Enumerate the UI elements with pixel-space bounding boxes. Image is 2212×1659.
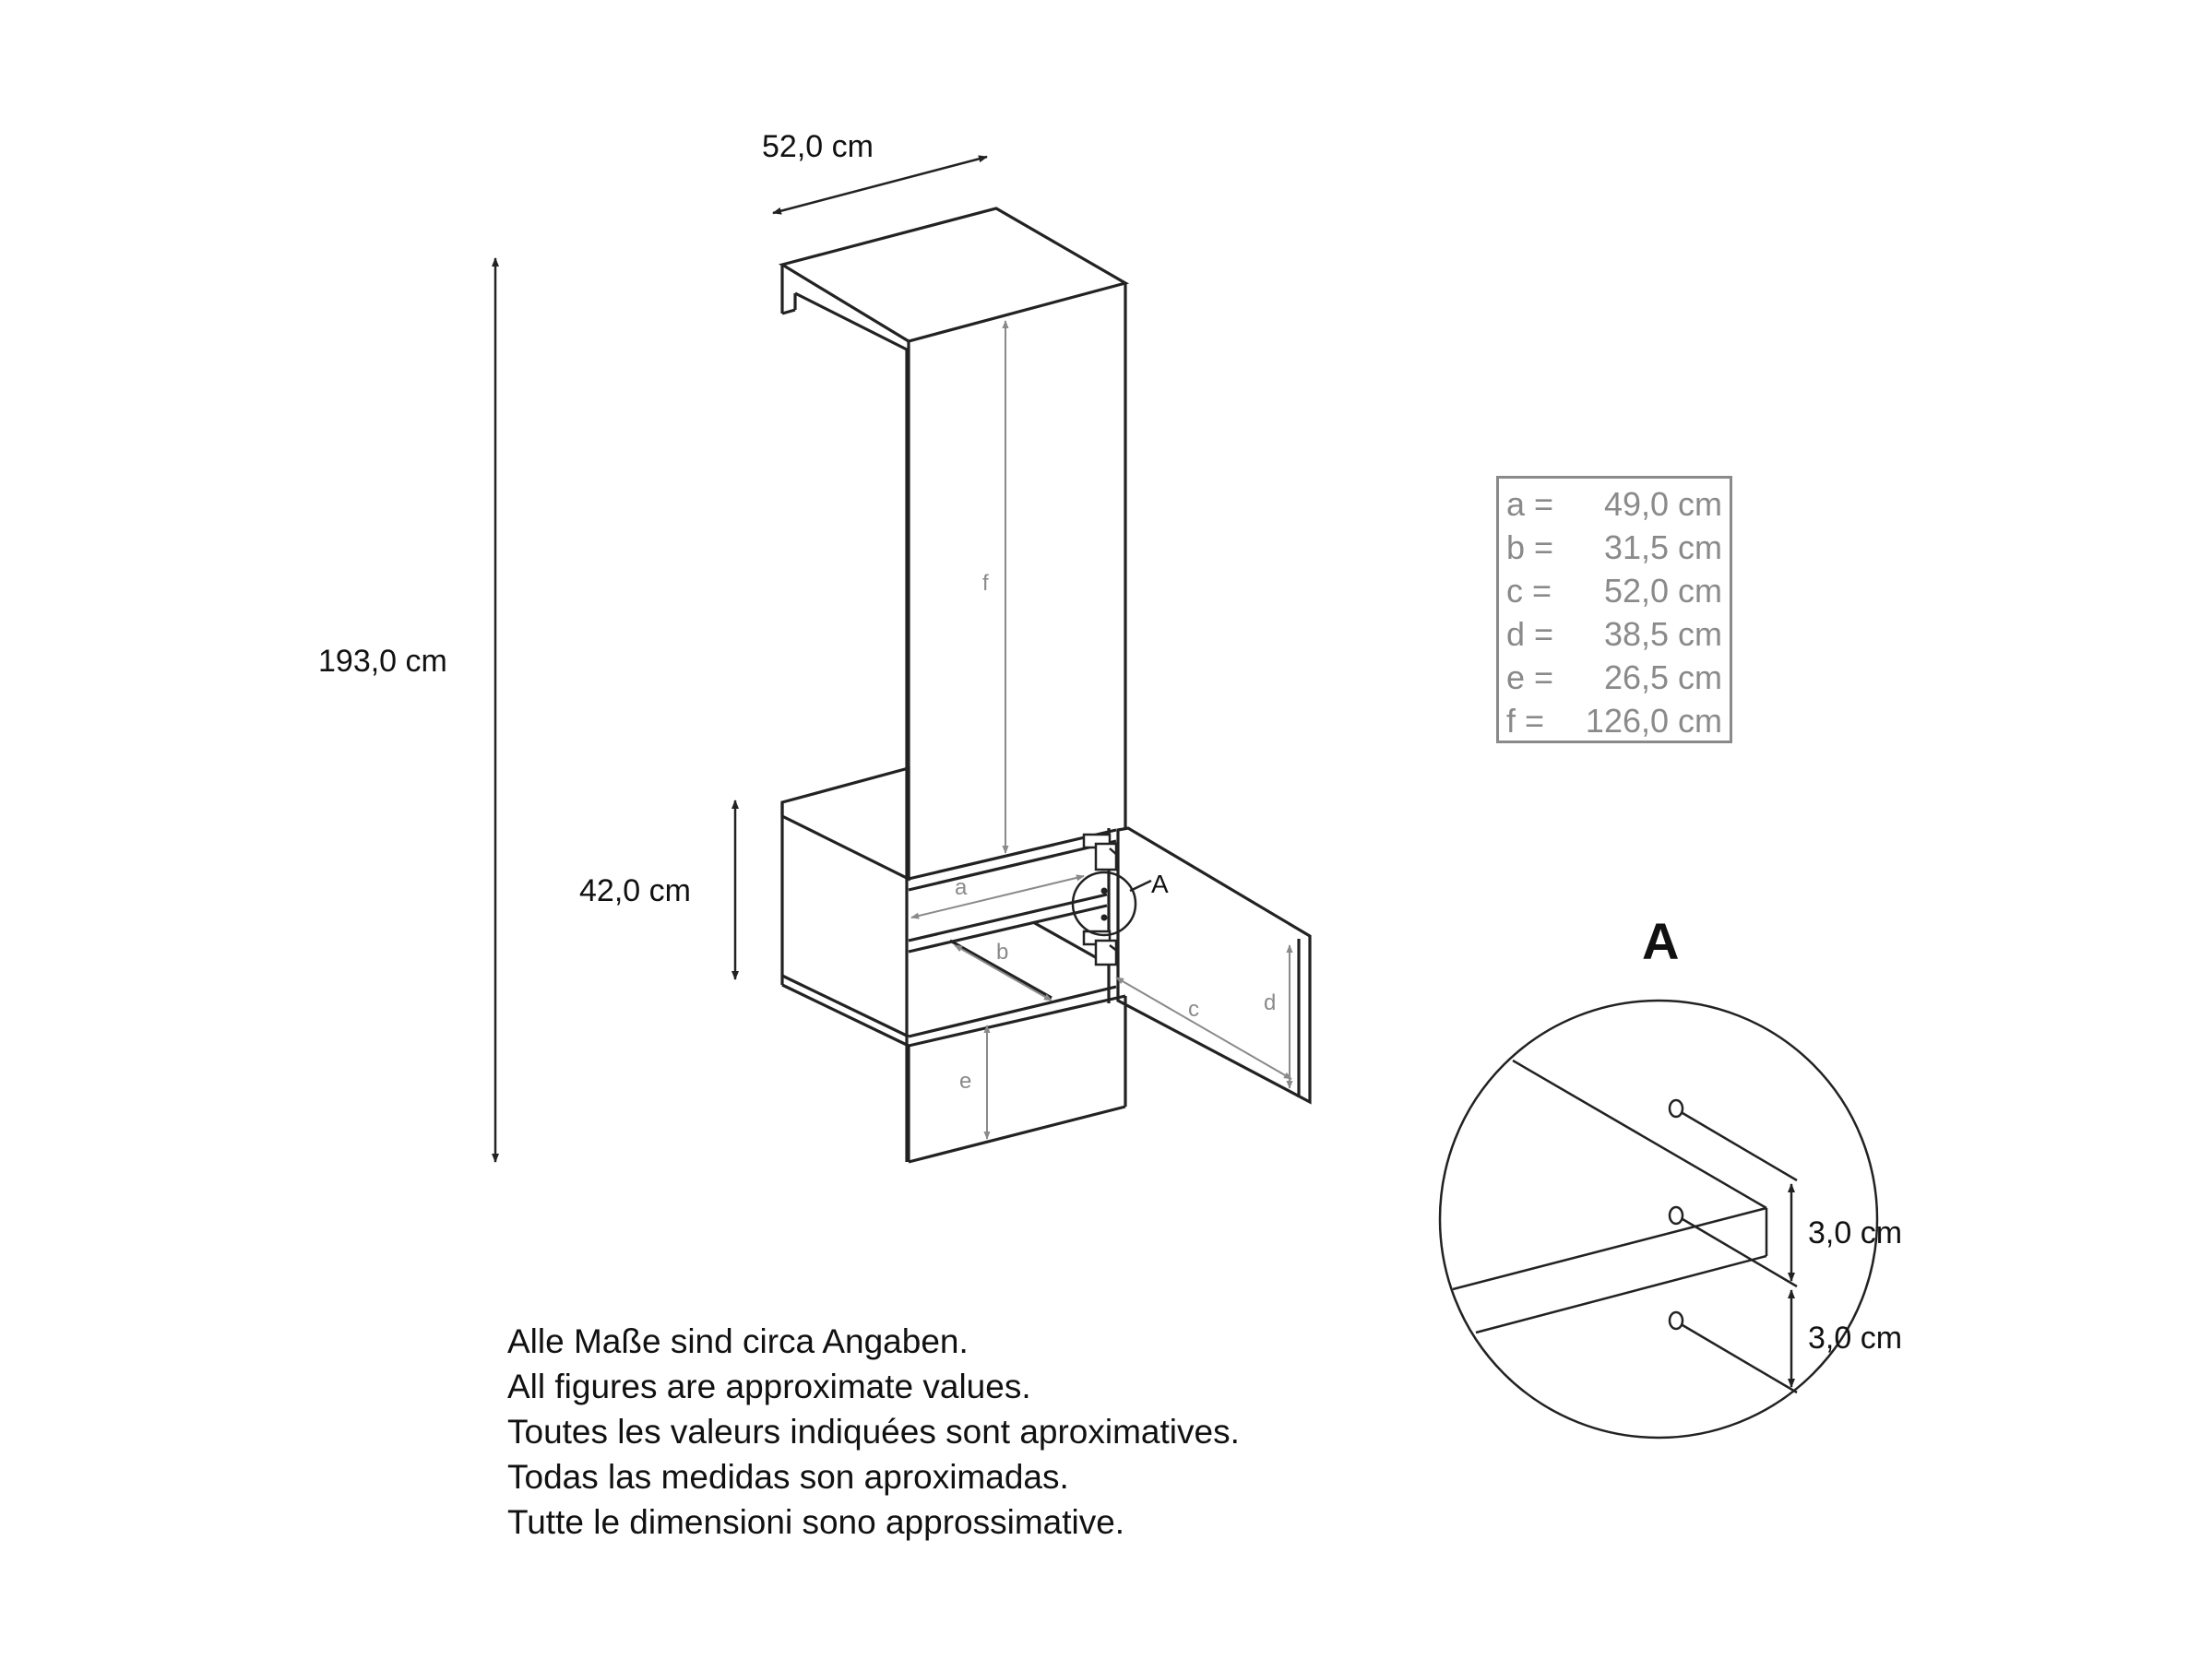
approximation-notes bbox=[507, 1319, 1240, 1545]
lower-height-label: 42,0 cm bbox=[579, 873, 691, 908]
note-en: All figures are approximate values. bbox=[507, 1368, 1031, 1405]
detail-circle-marker bbox=[1073, 870, 1169, 935]
note-es: Todas las medidas son aproximadas. bbox=[507, 1458, 1069, 1496]
depth-label: 52,0 cm bbox=[762, 129, 874, 164]
label-c: c bbox=[1188, 997, 1199, 1022]
height-dimension bbox=[318, 258, 495, 1162]
hinge-spacing-bottom: 3,0 cm bbox=[1808, 1321, 1903, 1356]
detail-a bbox=[1440, 912, 1902, 1438]
note-de: Alle Maße sind circa Angaben. bbox=[507, 1322, 969, 1360]
legend-value: 49,0 cm bbox=[1603, 485, 1722, 523]
label-b: b bbox=[996, 940, 1009, 965]
legend-value: 38,5 cm bbox=[1603, 615, 1722, 653]
legend-row-f bbox=[1506, 699, 1722, 742]
hinge-spacing-top: 3,0 cm bbox=[1808, 1215, 1903, 1250]
note-it: Tutte le dimensioni sono approssimative. bbox=[507, 1503, 1125, 1541]
detail-marker-label: A bbox=[1151, 870, 1169, 898]
label-d: d bbox=[1264, 990, 1277, 1015]
label-f: f bbox=[982, 571, 989, 596]
legend-row-a bbox=[1506, 482, 1722, 526]
legend-key: d = bbox=[1506, 615, 1554, 653]
legend-key: e = bbox=[1506, 658, 1554, 696]
legend-key: f = bbox=[1506, 702, 1545, 740]
legend-row-c bbox=[1506, 569, 1722, 612]
detail-title: A bbox=[1642, 912, 1680, 970]
legend-row-b bbox=[1506, 526, 1722, 569]
legend-key: c = bbox=[1506, 572, 1552, 610]
legend-value: 52,0 cm bbox=[1603, 572, 1722, 610]
label-e: e bbox=[959, 1069, 972, 1094]
hinge-top bbox=[1084, 835, 1118, 870]
legend-key: a = bbox=[1506, 485, 1554, 523]
internal-dimensions bbox=[911, 321, 1291, 1139]
legend-key: b = bbox=[1506, 528, 1554, 566]
legend-row-d bbox=[1506, 612, 1722, 656]
note-fr: Toutes les valeurs indiquées sont aproximatives. bbox=[507, 1413, 1240, 1451]
lower-height-dimension bbox=[579, 800, 735, 979]
cabinet bbox=[782, 208, 1310, 1162]
label-a: a bbox=[955, 875, 968, 900]
dimension-legend bbox=[1496, 476, 1732, 743]
hinge-bottom bbox=[1084, 931, 1118, 965]
legend-row-e bbox=[1506, 656, 1722, 699]
depth-dimension bbox=[762, 129, 987, 213]
legend-value: 126,0 cm bbox=[1585, 702, 1722, 740]
legend-value: 26,5 cm bbox=[1603, 658, 1722, 696]
height-label: 193,0 cm bbox=[318, 644, 447, 679]
legend-value: 31,5 cm bbox=[1603, 528, 1722, 566]
